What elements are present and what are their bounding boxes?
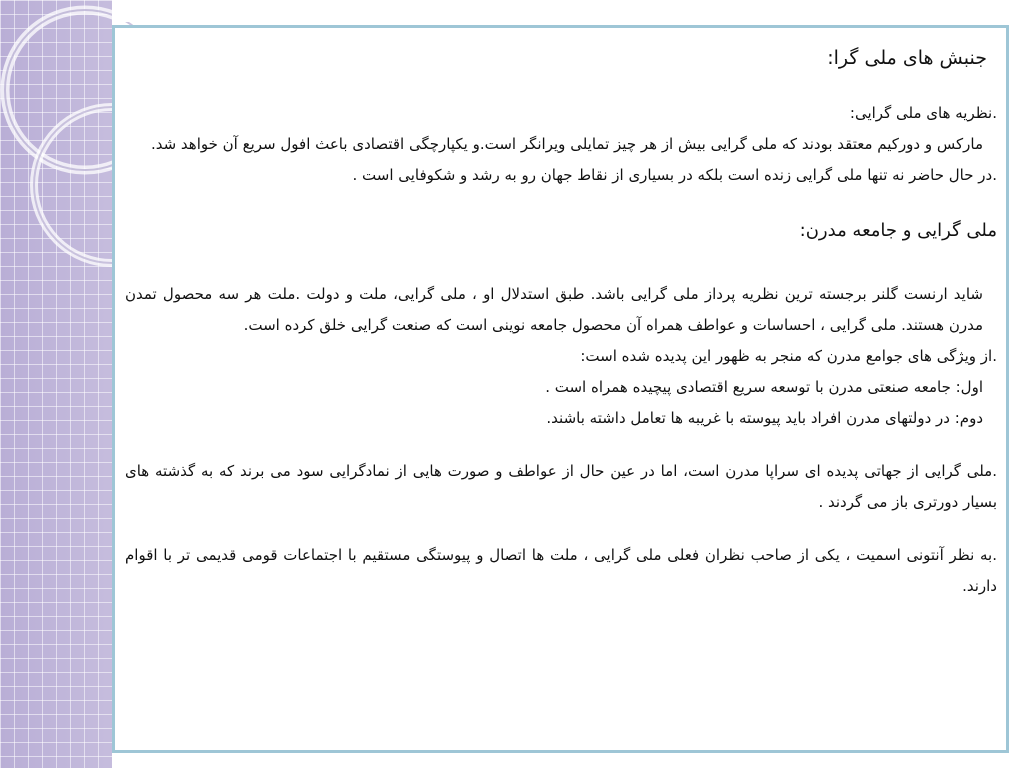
section2-paragraph-2: .از ویژگی های جوامع مدرن که منجر به ظهور این پدیده شده است: [580,347,997,365]
section2-paragraph-4: .به نظر آنتونی اسمیت ، یکی از صاحب نظران فعلی ملی گرایی ، ملت ها اتصال و پیوستگی مستقیم با اجتماعات قومی قدیمی تر با اقوام دارند. [125,546,997,595]
section2-paragraph-3: .ملی گرایی از جهاتی پدیده ای سراپا مدرن است، اما در عین حال از عواطف و صورت هایی از نمادگرایی سود می برند که به گذشته های بسیار دورتری باز می گردند . [125,462,997,511]
section1-heading: .نظریه های ملی گرایی: [849,104,997,122]
section2-heading: ملی گرایی و جامعه مدرن: [799,220,997,241]
section2-paragraph-1: شاید ارنست گلنر برجسته ترین نظریه پرداز ملی گرایی باشد. طبق استدلال او ، ملی گرایی، ملت و دولت .ملت هر سه محصول تمدن مدرن هستند. ملی گرایی ، احساسات و عواطف همراه آن محصول جامعه نوینی است که صنعت گرایی خلق کرده است. [125,285,983,334]
list-item-first: اول: جامعه صنعتی مدرن با توسعه سریع اقتصادی پیچیده همراه است . [545,378,983,396]
section1-paragraph-2: .در حال حاضر نه تنها ملی گرایی زنده است بلکه در بسیاری از نقاط جهان رو به رشد و شکوفایی است . [352,166,997,184]
list-item-second: دوم: در دولتهای مدرن افراد باید پیوسته با غریبه ها تعامل داشته باشند. [546,409,983,427]
section1-paragraph-1: مارکس و دورکیم معتقد بودند که ملی گرایی بیش از هر چیز تمایلی ویرانگر است.و یکپارچگی اقتصادی باعث افول سریع آن خواهد شد. [150,135,983,153]
slide-text [125,40,997,602]
top-margin [112,0,1024,22]
slide-title: جنبش های ملی گرا: [827,47,987,69]
